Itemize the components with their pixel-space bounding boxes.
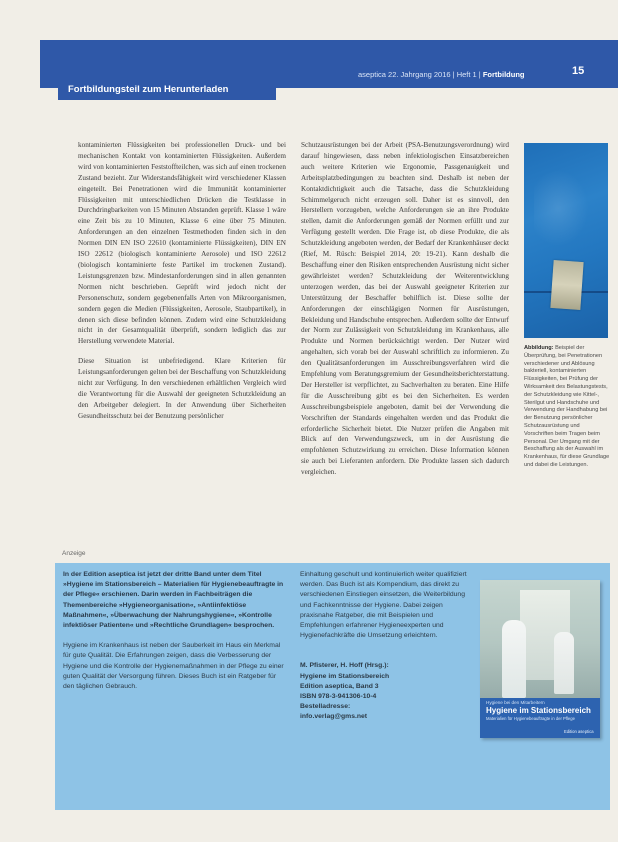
figure-caption (524, 345, 610, 470)
ad-label: Anzeige (62, 550, 86, 557)
cover-publisher: Edition aseptica (564, 729, 594, 734)
paragraph: Schutzausrüstungen bei der Arbeit (PSA-Benutzungsverordnung) wird darauf hingewiesen, dass neben infektiologischen Einsatzbereichen auch weitere Kriterien wie Ergonomie, Passgenauigkeit und Arbeitsplatzbedingungen zu beachten sind. Deshalb ist neben der Kontaktdichtigkeit auch die Tatsache, dass die Schutzkleidung Schimmelgeruch nicht erzeugen soll. Daher ist es sinnvoll, den Herstellern vorzugeben, welche Anforderungen sie an ihre Produkte stellen, damit die Anforderungen gemäß der Normen erfüllt und zur Verfügung gestellt werden. Die Frage ist, ob diese Produkte, die als Schutzkleidung angeboten werden, der Bedarf der Krankenhäuser deckt (Rief, M. Rüsch: Beispiel 2014, 20: 19-21). Kann deshalb die Beschaffung einer den Risiken entsprechenden Ausrüstung nicht sicher gewährleistet werden? Schutzkleidung der Weiterentwicklung unterzogen werden, das bei der Auswahl geeigneter Kriterien zur Unterstützung der Beschaffer behilflich ist. Diese sollte der Anforderungen der einschlägigen Normen für Ausrüstungen, Bekleidung und Handschuhe entsprechen. Außerdem sollte der Entwurf der Norm zur Zulässigkeit von Schutzkleidung im Krankenhaus, alle Produkte und Normen berücksichtigt werden. Der Nutzer wird angehalten, sich vorab bei der Auswahl schriftlich zu informieren. Zu den Qualitätsanforderungen im Ausschreibungsverfahren wird die Empfehlung vom Beratungsgremium der Gesundheitsberichterstattung. Der Hersteller ist verpflichtet, zu Sachverhalten zu beraten. Eine Hilfe für die Ausschreibung gibt es bei den Sicherheiten. Es werden Ausschreibungsbeispiele angeboten, damit bei der Verwendung die Vorschriften der Standards eingehalten werden und das Produkt die erforderliche Sicherheit bietet. Die Nutzer prüfen die Angaben mit Blick auf den Verwendungszweck, um in der Ausrüstung die empfohlenen Schutzwirkung zu erreichen. Diese Information können sie auch bei Lieferanten anfordern. Die Produkte lassen sich dadurch vergleichen. (301, 141, 509, 477)
figure-photo (524, 143, 608, 338)
journal-name: aseptica 22. Jahrgang 2016 (358, 70, 451, 79)
issue-label: Heft 1 (456, 70, 477, 79)
cover-title: Hygiene im Stationsbereich (486, 706, 591, 715)
book-isbn: ISBN 978-3-941306-10-4 (300, 693, 377, 701)
section-label: Fortbildungsteil zum Herunterladen (58, 80, 276, 100)
book-authors: M. Pfisterer, H. Hoff (Hrsg.): (300, 662, 389, 670)
order-email[interactable]: info.verlag@gms.net (300, 713, 368, 721)
cover-person-left (502, 620, 526, 698)
cover-subtitle-top: Hygiene bei den Mitarbeitern (486, 700, 545, 705)
ordering-info (300, 661, 475, 722)
test-patch (550, 260, 583, 310)
page-number: 15 (572, 65, 585, 77)
category-label: Fortbildung (482, 70, 525, 79)
paragraph: Diese Situation ist unbefriedigend. Klare Kriterien für Leistungsanforderungen gelten bei der Beschaffung von Schutzkleidung nicht zur Verfügung. In den verschiedenen erhältlichen Vergleich wird die Verantwortung für die Auswahl der geeigneten Schutzkleidung an den Arbeitgeber delegiert. In der Anwendung über Sicherheiten Gesundheitsschutz bei der Benutzung persönlicher (78, 357, 286, 420)
caption-text: Beispiel der Überprüfung, bei Penetrationen verschiedener und Ablösung bakteriell, kontaminierten Flüssigkeiten, bei Prüfung der Wirksamkeit des Belastungstests, der Schutzkleidung wie Kittel-, Sterilgut und Handschuhe und Verwendung der Handhabung bei der Benutzung persönlicher Schutzausrüstung und Vorschriften beim Tragen beim Personal. Der Umgang mit der Beschaffung als der Auswahl im Krankenhaus, für diese Grundlage und dabei die Leistungen. (524, 345, 610, 468)
cover-person-right (554, 632, 574, 694)
book-title: Hygiene im Stationsbereich (300, 672, 390, 680)
journal-info: aseptica 22. Jahrgang 2016 | Heft 1 | Fortbildung (358, 70, 525, 79)
book-edition: Edition aseptica, Band 3 (300, 682, 379, 690)
text-column-left (78, 140, 286, 431)
ad-lead: In der Edition aseptica ist jetzt der dritte Band unter dem Titel »Hygiene im Stationsbereich – Materialien für Hygienebeauftragte in der Pflege« erschienen. Darin werden in Fachbeiträgen die Themenbereiche »Hygieneorganisation«, »Antiinfektiöse Maßnahmen«, »Überwachung der Nahrungshygiene«, »Kontrolle infektiöser Patienten« und »Rechtliche Grundlagen« besprochen. (63, 571, 284, 630)
text-column-right (301, 140, 509, 487)
book-cover (480, 580, 600, 738)
ad-column-right (300, 570, 475, 723)
cover-subtitle-bottom: Materialien für Hygienebeauftragte in der Pflege (486, 716, 575, 721)
paragraph: kontaminierten Flüssigkeiten bei professionellen Druck- und bei mechanischen Kontakt von kontaminierten Flüssigkeiten. Außerdem wird von kontaminierten Feststoffteilchen, was sich auf einen trockenen Zustand bezieht. Zur Widerstandsfähigkeit wird verschiedener Klassen eingeteilt. Bei Penetrationen wird die Immunität kontaminierter Flüssigkeiten mit unterschiedlichen Drücken die Testklasse in Durchdringbarkeiten von 15 Minuten Abstanden geprüft. Klasse 1 wäre eine Zeit bis zu 10 Minuten, Klasse 6 eine über 75 Minuten. Anforderungen an den einzelnen Testmethoden finden sich in den Normen DIN EN ISO 22610 (kontaminierte Flüssigkeiten), DIN EN ISO 22612 (biologisch kontaminierte Aerosole) und ISO 22612 (biologisch kontaminierte feste Partikel im trockenen Zustand). Leistungsgrenzen bzw. Mindestanforderungen sind in allen genannten Normen nicht beschrieben. Geprüft wird jedoch nicht der Personenschutz, sondern gegebenenfalls Arten von Mikroorganismen, sondern gegen die Medien (Flüssigkeiten, Aerosole, Staubpartikel), in denen sich diese befinden können. Zudem wird eine Schutzkleidung nicht in der Gesamtqualität überprüft, sondern lediglich das zur Herstellung verwendete Material. (78, 141, 286, 346)
ad-col2-text: Einhaltung geschult und kontinuierlich weiter qualifiziert werden. Das Buch ist als Kompendium, das direkt zu verschiedenen Einstiegen einsetzen, die Weiterbildung und Fachkenntnisse der Hygiene. Dabei zeigen praxisnahe Ratgeber, die mit Beispielen und Empfehlungen erfahrener Hygieneexperten und Hygienefachkräfte die Umsetzung erleichtern. (300, 571, 467, 640)
ad-body: Hygiene im Krankenhaus ist neben der Sauberkeit im Haus ein Merkmal für gute Qualität. Die Erfahrungen zeigen, dass die Verbesserung der Hygiene und die Kontrolle der Hygienemaßnahmen in der Pflege zu einer guten Qualität der Versorgung führen. Dieses Buch ist ein Ratgeber für den täglichen Gebrauch. (63, 642, 284, 691)
caption-label: Abbildung: (524, 345, 554, 351)
advertisement-box (55, 563, 610, 810)
order-label: Bestelladresse: (300, 703, 351, 711)
ad-column-left (63, 570, 287, 692)
